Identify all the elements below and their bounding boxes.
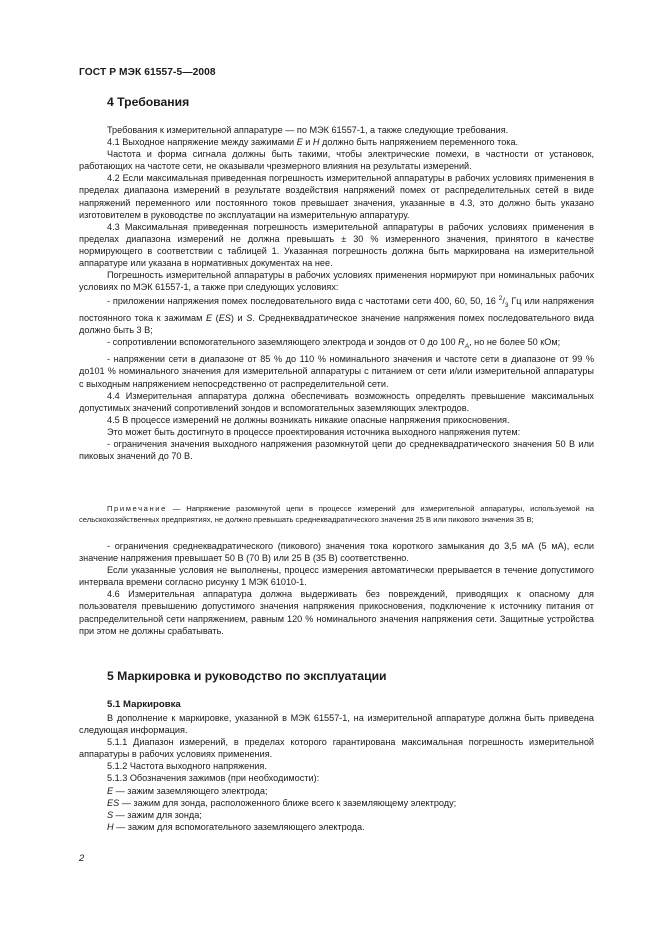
- terminal-description: — зажим для зонда, расположенного ближе всего к заземляющему электроду;: [119, 797, 457, 808]
- paragraph-4-3: 4.3 Максимальная приведенная погрешность измерительной аппаратуры в рабочих условиях применения в пределах диапазона измерений не должна превышать ± 30 % измеренного значения, принятого в качестве нормирующего в соответствии с таблицей 1. Указанная погрешность должна быть маркирована на измерительной аппаратуре или указана в нормативных документах на нее.: [79, 221, 594, 269]
- resistance-symbol: R: [458, 337, 465, 348]
- paragraph-4-5: 4.5 В процессе измерений не должны возникать никакие опасные напряжения прикосновения.: [107, 414, 510, 425]
- section-4-title: 4 Требования: [107, 95, 190, 109]
- paragraph-4-6: 4.6 Измерительная аппаратура должна выдерживать без повреждений, приводящих к опасному для пользователя превышению допустимого значения напряжения прикосновения, подключение к источнику питания от распределительной сети напряжением, равным 120 % номинального значения напряжения сети. Защитные устройства при этом не должны срабатывать.: [79, 589, 594, 636]
- paragraph-intro: Требования к измерительной аппаратуре — по МЭК 61557-1, а также следующие требования.: [107, 125, 509, 135]
- text-run: должно быть напряжением переменного тока.: [319, 137, 519, 148]
- terminal-item-s: [79, 809, 594, 821]
- fraction-denominator: 3: [504, 302, 509, 310]
- terminal-item-e: [79, 785, 594, 797]
- terminal-description: — зажим для вспомогательного заземляющего электрода.: [113, 821, 365, 832]
- section-5-body: [79, 712, 594, 833]
- note-paragraph: [79, 503, 594, 525]
- bullet-short-circuit-current: - ограничения среднеквадратического (пикового) значения тока короткого замыкания до 3,5 мА (5 мА), если значение напряжения превышает 50 В (70 В) или 25 В (35 В) соответственно.: [79, 541, 594, 564]
- paragraph-4-2: 4.2 Если максимальная приведенная погрешность измерительной аппаратуры в рабочих условиях применения в пределах диапазона измерений в результате воздействия напряжений помех от распределительных сетей в виде напряжений переменного или постоянного токов превышает значения, указанные в 4.3, это должно быть указано изготовителем в руководстве по эксплуатации на измерительную аппаратуру.: [79, 173, 594, 220]
- bullet-resistance: [79, 336, 594, 353]
- text-run: 4.1 Выходное напряжение между зажимами: [107, 137, 297, 148]
- paragraph-4-5-interrupt: Если указанные условия не выполнены, процесс измерения автоматически прерывается в течение допустимого интервала времени согласно рисунку 1 МЭК 61010-1.: [79, 565, 594, 588]
- fraction-slash: /: [502, 296, 505, 307]
- paragraph-4-1: [79, 136, 594, 148]
- terminal-symbol: H: [107, 821, 114, 832]
- terminal-e: E: [205, 313, 213, 324]
- terminal-s: S: [246, 313, 253, 324]
- note-block: [79, 503, 594, 525]
- bullet-interference-voltage: [79, 293, 594, 336]
- text-run: , но не более 50 кОм;: [469, 337, 561, 348]
- terminal-symbol: S: [107, 809, 114, 820]
- section-5-title: 5 Маркировка и руководство по эксплуатации: [107, 669, 387, 683]
- text-run: и: [302, 137, 313, 148]
- paragraph-5-1-2: 5.1.2 Частота выходного напряжения.: [107, 761, 267, 772]
- bullet-open-circuit-voltage: - ограничения значения выходного напряжения разомкнутой цепи до среднеквадратического значения 50 В или пиковых значений до 70 В.: [79, 439, 594, 462]
- paragraph-5-1: В дополнение к маркировке, указанной в МЭК 61557-1, на измерительной аппаратуре должна быть приведена следующая информация.: [79, 713, 594, 736]
- paragraph-5-1-3: 5.1.3 Обозначения зажимов (при необходимости):: [107, 773, 320, 784]
- terminal-es: ES: [218, 313, 231, 324]
- text-run: - сопротивлении вспомогательного заземляющего электрода и зондов от 0 до 100: [107, 337, 459, 348]
- terminal-item-h: [79, 821, 594, 833]
- resistance-subscript: A: [464, 343, 470, 351]
- page-number: 2: [79, 853, 85, 864]
- paragraph-4-3-conditions: Погрешность измерительной аппаратуры в рабочих условиях применения нормируют при номинальных рабочих условиях по МЭК 61557-1, а также при следующих условиях:: [79, 270, 594, 293]
- terminal-h: H: [312, 137, 320, 148]
- terminal-symbol: E: [107, 785, 114, 796]
- text-run: . Среднеквадратическое значение напряжения помех последовательного вида должно быть 3 В;: [79, 313, 594, 336]
- text-run: - приложении напряжения помех последовательного вида с частотами сети 400, 60, 50, 16: [107, 296, 499, 307]
- standard-header: ГОСТ Р МЭК 61557-5—2008: [79, 67, 216, 78]
- note-text: — Напряжение разомкнутой цепи в процессе измерений для измерительной аппаратуры, используемой на сельскохозяйственных предприятиях, не должно превышать среднеквадратического значения 25 В или пикового значения 35 В;: [79, 504, 594, 524]
- paragraph-5-1-1: 5.1.1 Диапазон измерений, в пределах которого гарантирована максимальная погрешность измерительной аппаратуры в рабочих условиях применения.: [79, 737, 594, 760]
- paragraph-4-5-method: Это может быть достигнуто в процессе проектирования источника выходного напряжения путем:: [107, 426, 521, 437]
- text-run: ) и: [230, 313, 247, 324]
- fraction-numerator: 2: [498, 295, 503, 303]
- paragraph-4-1-frequency: Частота и форма сигнала должны быть такими, чтобы электрические помехи, в частности от установок, работающих на частоте сети, не оказывали чрезмерного влияния на результаты измерений.: [79, 149, 594, 172]
- bullet-mains-voltage: - напряжении сети в диапазоне от 85 % до 110 % номинального значения и частоте сети в диапазоне от 99 % до101 % номинального значения для измерительной аппаратуры с питанием от сети и/или измерительной аппаратуры с выходным напряжением непосредственно от распределительной сети.: [79, 354, 594, 389]
- section-4-body: [79, 124, 594, 462]
- terminal-item-es: [79, 797, 594, 809]
- terminal-symbol: ES: [107, 797, 120, 808]
- subsection-5-1-title: 5.1 Маркировка: [107, 699, 181, 710]
- section-4-body-continued: [79, 540, 594, 637]
- terminal-e: E: [296, 137, 303, 148]
- terminal-description: — зажим заземляющего электрода;: [113, 785, 268, 796]
- text-run: (: [212, 313, 219, 324]
- note-label: Примечание: [107, 504, 167, 513]
- paragraph-4-4: 4.4 Измерительная аппаратура должна обеспечивать возможность определять превышение максимальных допустимых значений сопротивлений зондов и вспомогательных заземляющих электродов.: [79, 390, 594, 413]
- text-run: Гц или напряжения постоянного тока к зажимам: [79, 296, 594, 324]
- terminal-description: — зажим для зонда;: [113, 809, 202, 820]
